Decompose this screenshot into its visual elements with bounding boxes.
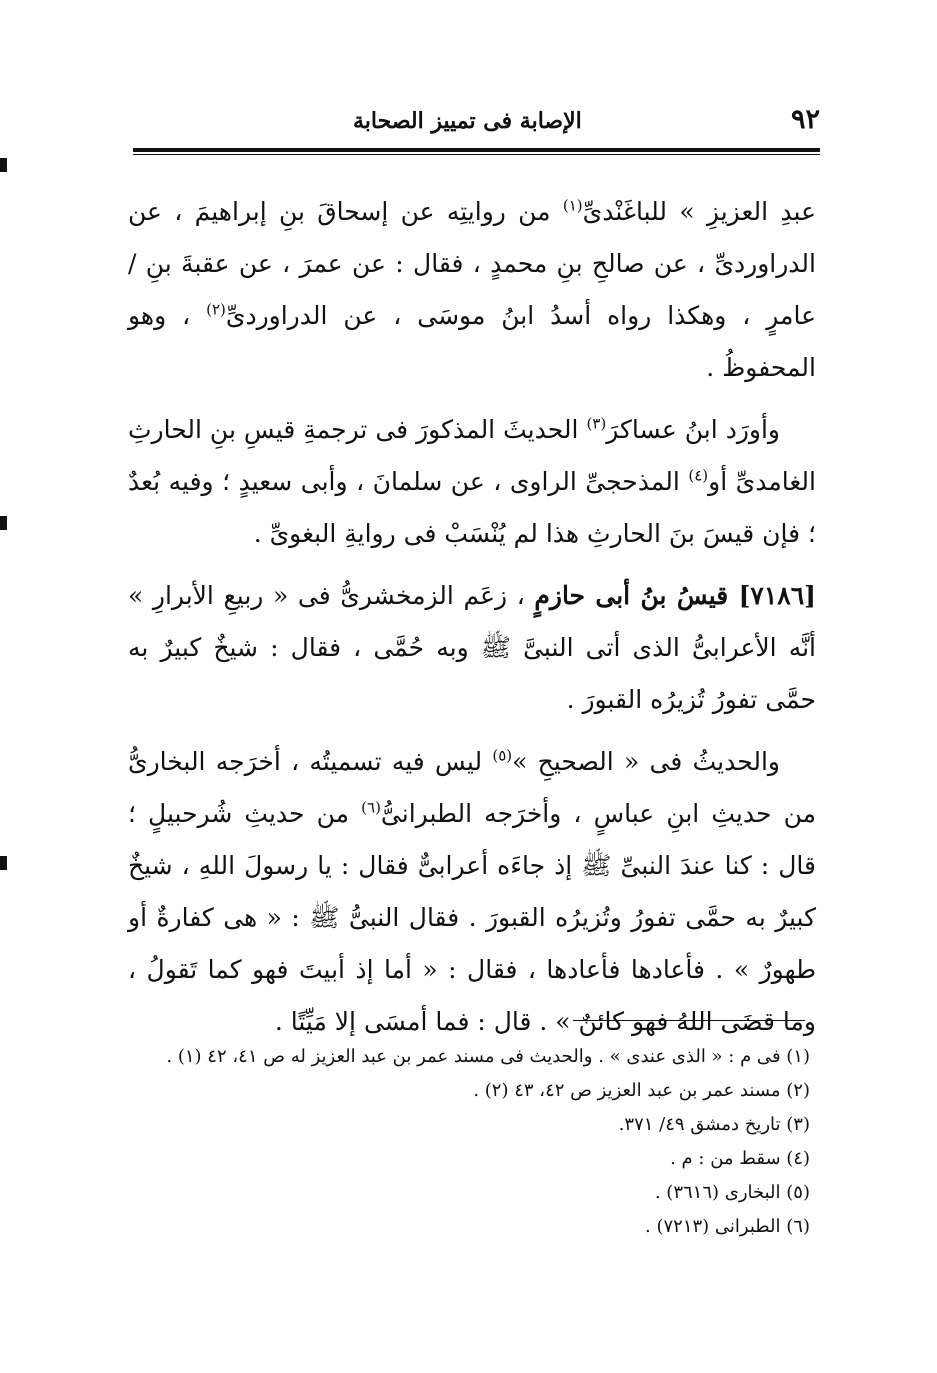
footnote-ref-3: (٣): [586, 414, 607, 433]
page-header: [133, 104, 820, 144]
footnote-4: (٤) سقط من : م .: [670, 1148, 810, 1169]
footnote-ref-4: (٤): [688, 466, 709, 485]
footnote-ref-5: (٥): [492, 746, 513, 765]
scan-edge-mark: [0, 516, 7, 530]
footnote-6: (٦) الطبرانى (٧٢١٣) .: [645, 1216, 810, 1237]
running-title: الإصابة فى تمييز الصحابة: [353, 108, 582, 134]
footnote-ref-6: (٦): [361, 798, 381, 817]
paragraph-2-text-2: الحديثَ المذكورَ فى ترجمةِ قيسِ بنِ الحارثِ الغامدىِّ أو: [128, 415, 816, 496]
footnote-ref-2: (٢): [206, 300, 226, 319]
paragraph-2-text-1: وأورَد ابنُ عساكرَ: [606, 415, 780, 444]
paragraph-2: [128, 404, 816, 560]
paragraph-1: [128, 186, 816, 394]
entry-heading: [٧١٨٦] قيسُ بنُ أبى حازمٍ: [534, 581, 816, 610]
page-number: ٩٢: [790, 104, 820, 135]
footnote-3: (٣) تاريخ دمشق ٤٩/ ٣٧١.: [618, 1114, 810, 1135]
paragraph-2-text-3: المذحجىِّ الراوى ، عن سلمانَ ، وأبى سعيدٍ ؛ وفيه بُعدٌ ؛ فإن قيسَ بنَ الحارثِ هذا لم يُنْسَبْ فى روايةِ البغوىِّ .: [128, 467, 816, 548]
paragraph-1-text-2: من روايتِه عن إسحاقَ بنِ إبراهيمَ ، عن الدراوردىِّ ، عن صالحِ بنِ محمدٍ ، فقال : عن عمرَ ، عن عقبةَ بنِ / عامرٍ ، وهكذا رواه أسدُ ابنُ موسَى ، عن الدراوردىِّ: [128, 197, 816, 330]
scan-edge-mark: [0, 856, 7, 870]
paragraph-4-text-1: والحديثُ فى « الصحيحِ »: [512, 747, 780, 776]
footnote-2: (٢) مسند عمر بن عبد العزيز ص ٤٢، ٤٣ (٢) .: [473, 1080, 810, 1101]
main-text: [128, 186, 816, 1058]
paragraph-1-text-1: عبدِ العزيزِ » للباغَنْدىِّ: [582, 197, 816, 226]
footnote-separator: [573, 1020, 805, 1021]
paragraph-4-text-3: من حديثِ شُرحبيلٍ ؛ قال : كنا عندَ النبىِّ ﷺ إذ جاءَه أعرابىٌّ فقال : يا رسولَ اللهِ ، شيخٌ كبيرٌ به حمَّى تفورُ وتُزيرُه القبورَ . فقال النبىُّ ﷺ : « هى كفارةٌ أو طهورٌ » . فأعادها فأعادها ، فقال : « أما إذ أبيتَ فهو كما تَقولُ ، وما قضَى اللهُ فهو كائنٌ » . قال : فما أمسَى إلا مَيِّتًا .: [128, 799, 816, 1036]
paragraph-4: [128, 736, 816, 1048]
paragraph-1-text-3: ، وهو المحفوظُ .: [128, 301, 816, 382]
footnote-ref-1: (١): [562, 196, 583, 215]
footnote-5: (٥) البخارى (٣٦١٦) .: [654, 1182, 810, 1203]
paragraph-3-text-1: ، زعَم الزمخشرىُّ فى « ربيعِ الأبرارِ » أنَّه الأعرابىُّ الذى أتى النبىَّ ﷺ وبه حُمَّى ، فقال : شيخٌ كبيرٌ به حمَّى تفورُ تُزيرُه القبورَ .: [128, 581, 816, 714]
header-rule: [133, 148, 820, 155]
scan-edge-mark: [0, 158, 7, 172]
paragraph-3: [128, 570, 816, 726]
footnotes: [126, 1040, 810, 1244]
paragraph-4-text-2: ليس فيه تسميتُه ، أخرَجه البخارىُّ من حديثِ ابنِ عباسٍ ، وأخرَجه الطبرانىُّ: [128, 747, 816, 828]
footnote-1: (١) فى م : « الذى عندى » . والحديث فى مسند عمر بن عبد العزيز له ص ٤١، ٤٢ (١) .: [166, 1046, 810, 1067]
